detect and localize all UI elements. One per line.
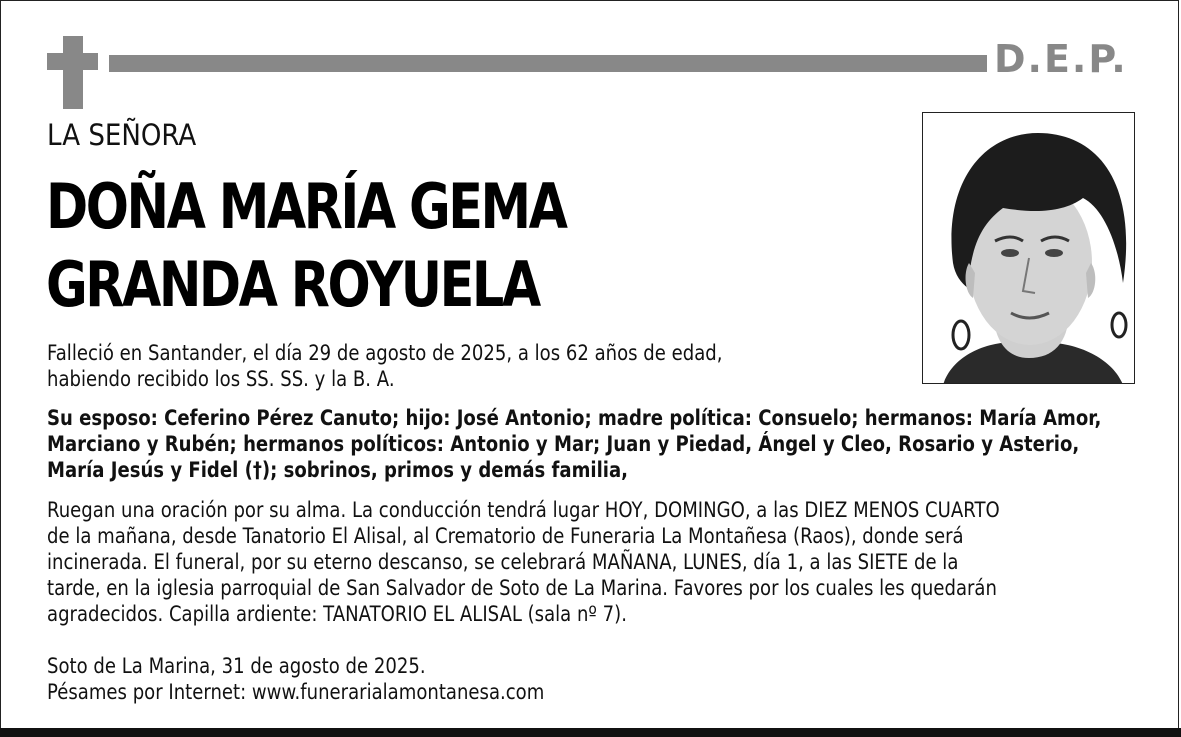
name-line-2: GRANDA ROYUELA (46, 248, 539, 321)
death-line: Falleció en Santander, el día 29 de agosto de 2025, a los 62 años de edad, (47, 341, 723, 365)
ceremony-line: agradecidos. Capilla ardiente: TANATORIO EL ALISAL (sala nº 7). (47, 602, 627, 626)
ceremony-line: Ruegan una oración por su alma. La conducción tendrá lugar HOY, DOMINGO, a las DIEZ MENOS CUARTO (47, 498, 1000, 522)
ceremony-line: tarde, en la iglesia parroquial de San Salvador de Soto de La Marina. Favores por los cuales les quedarán (47, 576, 997, 600)
ceremony-paragraph (47, 497, 1000, 627)
ceremony-line: de la mañana, desde Tanatorio El Alisal, al Crematorio de Funeraria La Montañesa (Raos), donde será (47, 524, 964, 548)
name-line-1: DOÑA MARÍA GEMA (46, 170, 566, 243)
bottom-border (0, 728, 1181, 737)
family-line: María Jesús y Fidel (†); sobrinos, primos y demás familia, (47, 458, 629, 482)
cross-icon-bar (47, 53, 98, 70)
family-line: Su esposo: Ceferino Pérez Canuto; hijo: José Antonio; madre política: Consuelo; hermanos: María Amor, (47, 406, 1102, 430)
family-line: Marciano y Rubén; hermanos políticos: Antonio y Mar; Juan y Piedad, Ángel y Cleo, Rosario y Asterio, (47, 432, 1080, 456)
family-paragraph (47, 405, 1101, 483)
death-line: habiendo recibido los SS. SS. y la B. A. (47, 367, 395, 391)
place-date: Soto de La Marina, 31 de agosto de 2025. (47, 654, 426, 678)
closing-paragraph (47, 653, 544, 705)
header-rule (109, 55, 987, 72)
death-paragraph (47, 340, 722, 392)
honorific: LA SEÑORA (47, 118, 197, 152)
ceremony-line: incinerada. El funeral, por su eterno descanso, se celebrará MAÑANA, LUNES, día 1, a las SIETE de la (47, 550, 959, 574)
portrait-photo (922, 112, 1135, 384)
portrait-illustration (923, 113, 1135, 384)
dep-label: D.E.P. (994, 37, 1128, 81)
cross-icon (63, 36, 83, 109)
condolences-link[interactable]: Pésames por Internet: www.funerarialamontanesa.com (47, 680, 545, 704)
deceased-name (46, 168, 566, 324)
